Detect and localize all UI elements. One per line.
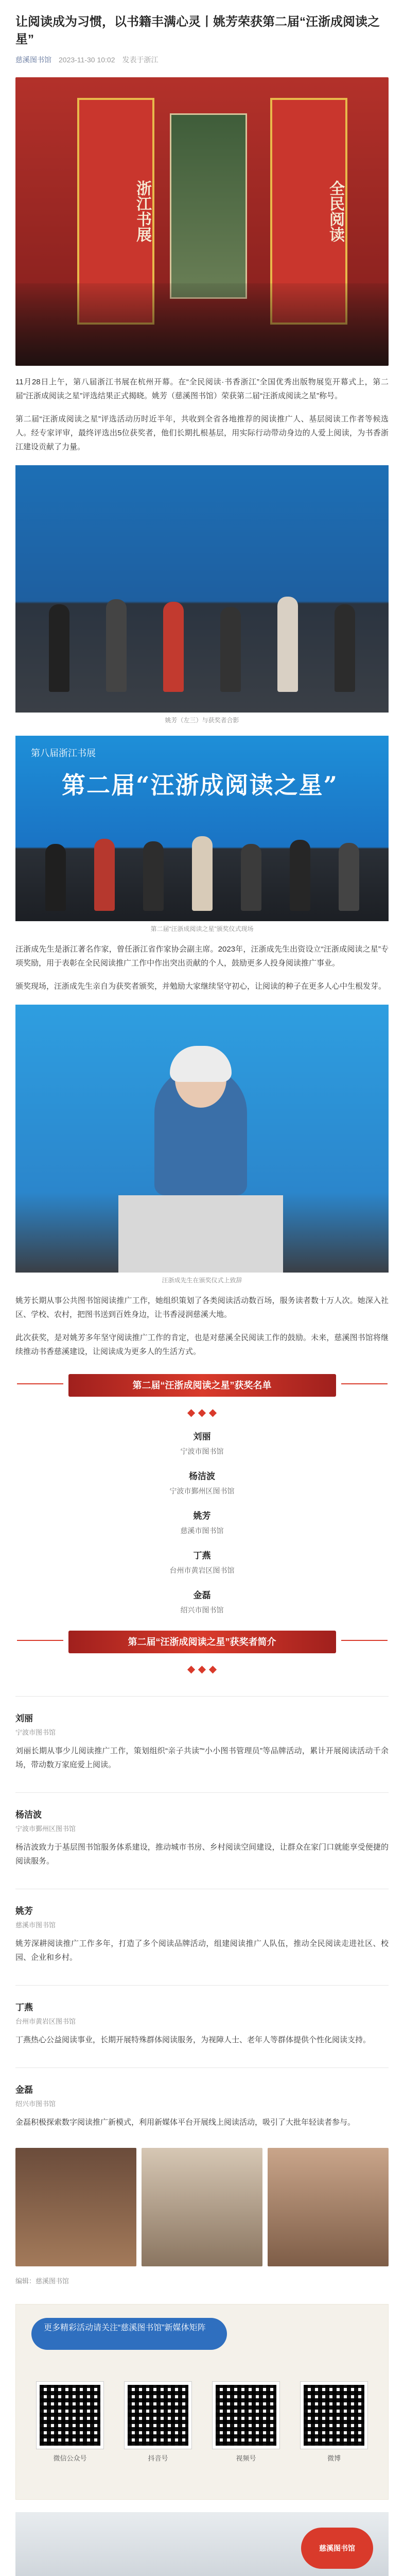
qr-item[interactable] (207, 2382, 285, 2463)
more-paragraph-1: 姚芳长期从事公共图书馆阅读推广工作，她组织策划了各类阅读活动数百场，服务读者数十万人次。她深入社区、学校、农村，把图书送到百姓身边，让书香浸润慈溪大地。 (15, 1296, 389, 1319)
profile-text: 丁燕热心公益阅读事业，长期开展特殊群体阅读服务，为视障人士、老年人等群体提供个性化阅读支持。 (15, 2036, 371, 2044)
photo3-caption: 汪浙成先生在颁奖仪式上致辞 (162, 1277, 242, 1284)
winner-item (15, 1469, 389, 1496)
person-figure (106, 599, 127, 692)
qr-code-icon[interactable] (213, 2382, 279, 2449)
winner-item (15, 1548, 389, 1575)
reading-photo (15, 2148, 136, 2266)
person-figure (277, 597, 298, 692)
qr-label: 抖音号 (148, 2454, 168, 2462)
profile-text: 姚芳深耕阅读推广工作多年，打造了多个阅读品牌活动，组建阅读推广人队伍，推动全民阅读走进社区、校园、企业和乡村。 (15, 1939, 389, 1962)
person-figure (335, 604, 355, 692)
profile-org: 宁波市鄞州区图书馆 (15, 1825, 76, 1833)
photo2-caption: 第二届“汪浙成阅读之星”颁奖仪式现场 (150, 925, 254, 933)
profile-text: 刘丽长期从事少儿阅读推广工作，策划组织“亲子共读”“小小图书管理员”等品牌活动，累计开展阅读活动千余场，带动数万家庭爱上阅读。 (15, 1747, 389, 1769)
profile-name: 金磊 (15, 2085, 33, 2095)
person-figure (220, 607, 241, 692)
podium (118, 1195, 283, 1273)
qr-code-icon[interactable] (301, 2382, 367, 2449)
hero-banner-right: 全民阅读 (270, 98, 347, 325)
winner-item (15, 1509, 389, 1536)
winner-item (15, 1429, 389, 1456)
article-meta (15, 55, 389, 65)
profile-text: 杨洁波致力于基层图书馆服务体系建设，推动城市书房、乡村阅读空间建设，让群众在家门口就能享受便捷的阅读服务。 (15, 1843, 389, 1866)
person-figure (45, 844, 66, 911)
profile-item (15, 1985, 389, 2047)
qr-item[interactable] (295, 2382, 373, 2463)
ceremony-people (15, 834, 389, 911)
expo-logo: 第八届浙江书展 (31, 748, 96, 758)
ceremony-photo (15, 736, 389, 921)
winner-name: 刘丽 (193, 1432, 211, 1442)
library-logo: 慈溪图书馆 (301, 2528, 373, 2569)
photo1-caption: 姚芳（左三）与获奖者合影 (165, 717, 239, 724)
profile-org: 绍兴市图书馆 (15, 2100, 56, 2108)
profile-item (15, 1792, 389, 1868)
profile-item (15, 2067, 389, 2129)
speech-photo (15, 1005, 389, 1273)
account-name[interactable]: 慈溪图书馆 (15, 56, 51, 64)
speaker-hair (170, 1046, 232, 1082)
follow-promo (15, 2304, 389, 2500)
person-figure (143, 841, 164, 911)
mid-paragraph-1: 汪浙成先生是浙江著名作家，曾任浙江省作家协会副主席。2023年，汪浙成先生出资设立“汪浙成阅读之星”专项奖励，用于表彰在全民阅读推广工作中作出突出贡献的个人，鼓励更多人投身阅读推广事业。 (15, 945, 389, 968)
profile-name: 丁燕 (15, 2003, 33, 2012)
profile-org: 台州市黄岩区图书馆 (15, 2018, 76, 2025)
intro-paragraph-1: 11月28日上午，第八届浙江书展在杭州开幕。在“全民阅读·书香浙江”全国优秀出版物展览开幕式上，第二届“汪浙成阅读之星”评选结果正式揭晓。姚芳（慈溪图书馆）荣获第二届“汪浙成阅读之星”称号。 (15, 378, 389, 400)
person-figure (192, 836, 213, 911)
winner-org: 宁波市图书馆 (180, 1447, 224, 1455)
profile-item (15, 1889, 389, 1964)
person-figure (163, 602, 184, 692)
qr-label: 微信公众号 (53, 2454, 87, 2462)
person-figure (94, 839, 115, 911)
editor-credit: 编辑：慈溪图书馆 (15, 2277, 69, 2285)
publish-location: 发表于浙江 (122, 56, 159, 64)
library-building-image (15, 2512, 389, 2576)
qr-code-icon[interactable] (125, 2382, 191, 2449)
ornament-icon: ◆ ◆ ◆ (187, 1407, 217, 1418)
profiles-section-title: 第二届“汪浙成阅读之星”获奖者简介 (68, 1631, 336, 1653)
winner-org: 台州市黄岩区图书馆 (169, 1566, 235, 1574)
person-figure (241, 844, 261, 911)
promo-banner: 更多精彩活动请关注“慈溪图书馆”新媒体矩阵 (31, 2318, 227, 2350)
publish-date: 2023-11-30 10:02 (59, 56, 115, 64)
winner-org: 宁波市鄞州区图书馆 (169, 1487, 235, 1495)
more-paragraph-2: 此次获奖，是对姚芳多年坚守阅读推广工作的肯定，也是对慈溪全民阅读工作的鼓励。未来，慈溪图书馆将继续推动书香慈溪建设，让阅读成为更多人的生活方式。 (15, 1333, 389, 1356)
group-photo (15, 465, 389, 713)
profile-org: 慈溪市图书馆 (15, 1921, 56, 1929)
article-content (0, 77, 404, 2576)
profile-name: 刘丽 (15, 1714, 33, 1723)
hero-banner-left: 浙江书展 (77, 98, 154, 325)
person-figure (290, 840, 310, 911)
bottom-photo-row (15, 2148, 389, 2266)
qr-code-icon[interactable] (37, 2382, 103, 2449)
group-people (15, 589, 389, 692)
reading-photo (142, 2148, 262, 2266)
winners-section-title: 第二届“汪浙成阅读之星”获奖名单 (68, 1374, 336, 1397)
mid-paragraph-2: 颁奖现场，汪浙成先生亲自为获奖者颁奖，并勉励大家继续坚守初心，让阅读的种子在更多人心中生根发芽。 (15, 982, 387, 991)
winner-list (15, 1429, 389, 1615)
ornament-icon: ◆ ◆ ◆ (187, 1664, 217, 1675)
qr-label: 微博 (327, 2454, 341, 2462)
intro-paragraph-2: 第二届“汪浙成阅读之星”评选活动历时近半年，共收到全省各地推荐的阅读推广人、基层阅读工作者等候选人。经专家评审，最终评选出5位获奖者，他们长期扎根基层，用实际行动带动身边的人爱上阅读，为书香浙江建设贡献了力量。 (15, 415, 389, 451)
qr-item[interactable] (31, 2382, 109, 2463)
winner-name: 姚芳 (193, 1511, 211, 1521)
profile-org: 宁波市图书馆 (15, 1728, 56, 1736)
person-figure (339, 843, 359, 911)
winner-name: 杨洁波 (189, 1471, 215, 1481)
reading-photo (268, 2148, 389, 2266)
winner-item (15, 1588, 389, 1615)
qr-code-row (31, 2382, 373, 2463)
hero-crowd (15, 283, 389, 366)
article-header (0, 0, 404, 70)
winner-name: 丁燕 (193, 1551, 211, 1561)
winner-org: 绍兴市图书馆 (180, 1606, 224, 1614)
profile-item (15, 1696, 389, 1772)
hero-banner-painting (170, 113, 247, 299)
person-figure (49, 604, 69, 692)
ceremony-headline: 第二届“汪浙成阅读之星” (62, 771, 338, 799)
winner-name: 金磊 (193, 1590, 211, 1600)
article-title: 让阅读成为习惯，以书籍丰满心灵丨姚芳荣获第二届“汪浙成阅读之星” (15, 15, 380, 46)
winner-org: 慈溪市图书馆 (180, 1527, 224, 1535)
profile-name: 杨洁波 (15, 1810, 42, 1820)
qr-label: 视频号 (236, 2454, 256, 2462)
profile-text: 金磊积极探索数字阅读推广新模式，利用新媒体平台开展线上阅读活动，吸引了大批年轻读者参与。 (15, 2118, 356, 2127)
hero-image (15, 77, 389, 366)
qr-item[interactable] (119, 2382, 197, 2463)
profile-name: 姚芳 (15, 1906, 33, 1916)
